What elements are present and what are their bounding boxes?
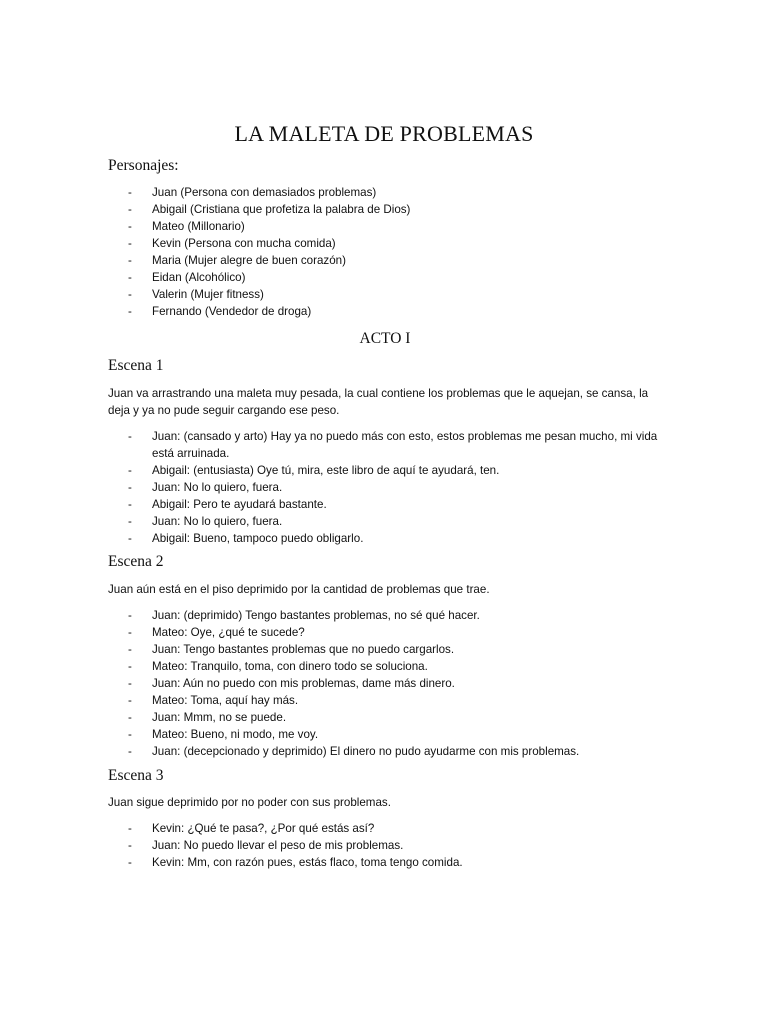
list-item: - Mateo (Millonario)	[128, 220, 245, 233]
dialog-line: - Juan: (decepcionado y deprimido) El dinero no pudo ayudarme con mis problemas.	[128, 745, 580, 758]
scene-heading: Escena 2	[108, 553, 164, 570]
dialog-line: - Mateo: Toma, aquí hay más.	[128, 694, 299, 707]
dialog-line: - Juan: No lo quiero, fuera.	[128, 515, 283, 528]
list-item: - Valerin (Mujer fitness)	[128, 288, 264, 301]
page-title: LA MALETA DE PROBLEMAS	[234, 121, 534, 146]
scene-dialog	[0, 607, 768, 760]
scene-heading: Escena 3	[108, 767, 164, 784]
dialog-line: - Abigail: (entusiasta) Oye tú, mira, este libro de aquí te ayudará, ten.	[128, 464, 500, 477]
scene-dialog	[0, 428, 768, 547]
scene-intro: Juan aún está en el piso deprimido por la cantidad de problemas que trae.	[108, 583, 490, 596]
dialog-line: - Juan: Tengo bastantes problemas que no puedo cargarlos.	[128, 643, 455, 656]
scene-heading: Escena 1	[108, 357, 164, 374]
list-item: - Abigail (Cristiana que profetiza la palabra de Dios)	[128, 203, 411, 216]
scene-dialog	[0, 820, 768, 871]
dialog-line: - Juan: Mmm, no se puede.	[128, 711, 287, 724]
list-item: - Maria (Mujer alegre de buen corazón)	[128, 254, 346, 267]
scene-intro: Juan va arrastrando una maleta muy pesada, la cual contiene los problemas que le aquejan, se cansa, la deja y ya no pude seguir cargando ese peso.	[108, 387, 649, 417]
act-heading: ACTO I	[359, 330, 411, 347]
list-item: - Fernando (Vendedor de droga)	[128, 305, 312, 318]
dialog-line: - Mateo: Bueno, ni modo, me voy.	[128, 728, 319, 741]
list-item: - Juan (Persona con demasiados problemas)	[128, 186, 377, 199]
dialog-line: - Juan: (deprimido) Tengo bastantes problemas, no sé qué hacer.	[128, 609, 480, 622]
characters-list	[0, 184, 768, 320]
dialog-line: - Mateo: Tranquilo, toma, con dinero todo se soluciona.	[128, 660, 428, 673]
list-item: - Kevin (Persona con mucha comida)	[128, 237, 336, 250]
characters-heading: Personajes:	[108, 157, 179, 174]
dialog-line: - Juan: (cansado y arto) Hay ya no puedo más con esto, estos problemas me pesan mucho, mi vida está arruinada.	[128, 430, 658, 460]
dialog-line: - Kevin: Mm, con razón pues, estás flaco, toma tengo comida.	[128, 856, 463, 869]
list-item: - Eidan (Alcohólico)	[128, 271, 246, 284]
dialog-line: - Abigail: Pero te ayudará bastante.	[128, 498, 327, 511]
dialog-line: - Abigail: Bueno, tampoco puedo obligarlo.	[128, 532, 364, 545]
dialog-line: - Juan: No puedo llevar el peso de mis problemas.	[128, 839, 404, 852]
dialog-line: - Juan: Aún no puedo con mis problemas, dame más dinero.	[128, 677, 455, 690]
scene-intro: Juan sigue deprimido por no poder con sus problemas.	[108, 796, 391, 809]
dialog-line: - Mateo: Oye, ¿qué te sucede?	[128, 626, 305, 639]
dialog-line: - Kevin: ¿Qué te pasa?, ¿Por qué estás así?	[128, 822, 375, 835]
dialog-line: - Juan: No lo quiero, fuera.	[128, 481, 283, 494]
